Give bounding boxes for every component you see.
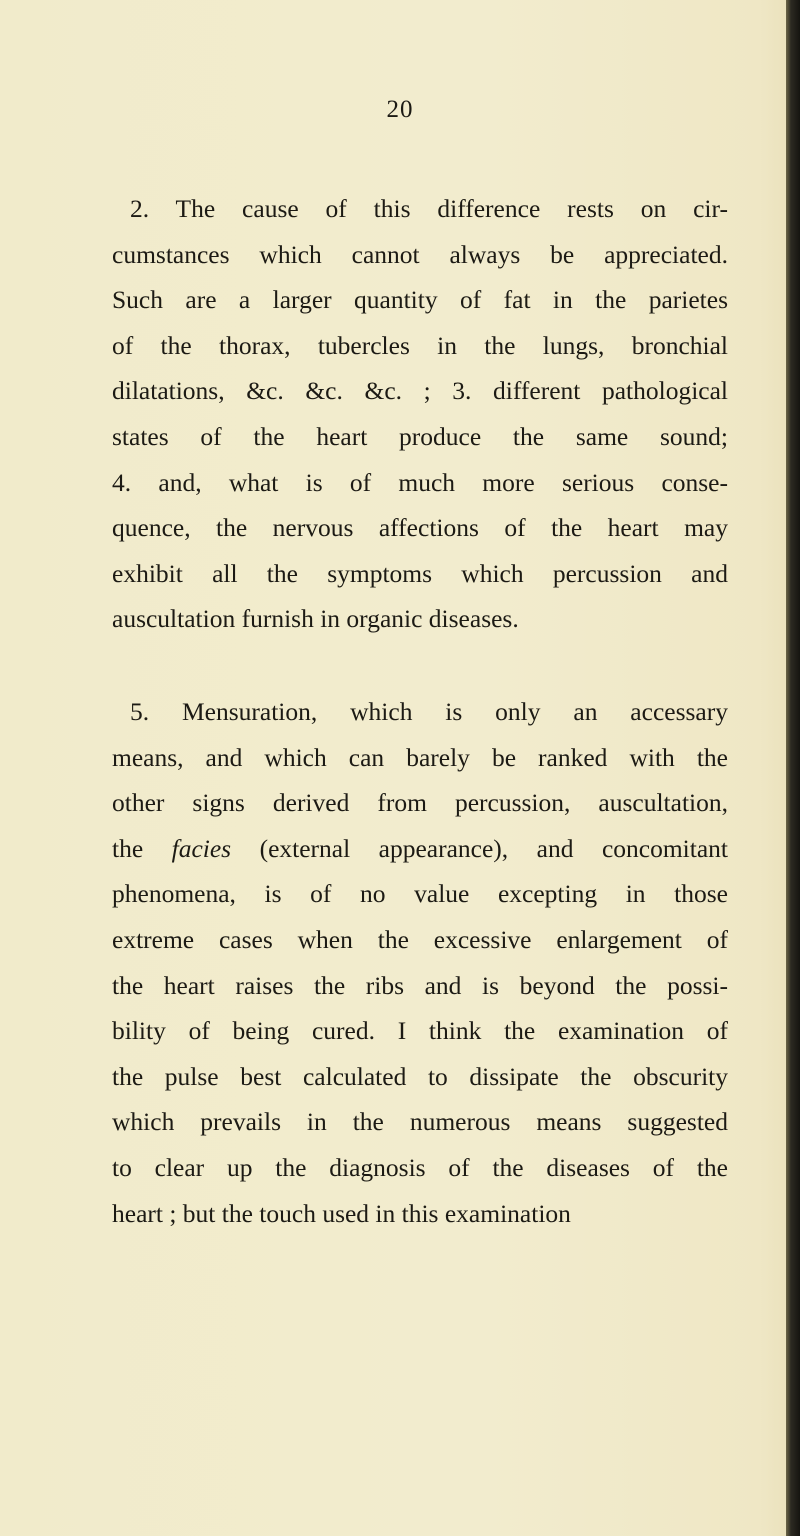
text-line: cumstances which cannot always be appreciated.	[112, 239, 728, 269]
text-line: other signs derived from percussion, auscultation,	[112, 788, 728, 818]
text-segment: (external appearance), and concomitant	[231, 833, 728, 863]
text-line: the pulse best calculated to dissipate the obscurity	[112, 1061, 728, 1091]
text-line: means, and which can barely be ranked with the	[112, 742, 728, 772]
italic-term-facies: facies	[171, 833, 232, 863]
text-line: auscultation furnish in organic diseases.	[112, 604, 519, 634]
text-line: exhibit all the symptoms which percussion and	[112, 558, 728, 588]
paragraph-1	[112, 186, 728, 642]
text-line: the heart raises the ribs and is beyond the possi-	[112, 970, 728, 1000]
text-line: Such are a larger quantity of fat in the parietes	[112, 285, 728, 315]
page-edge-shadow	[786, 0, 800, 1536]
text-segment: the	[112, 833, 172, 863]
text-line: quence, the nervous affections of the heart may	[112, 513, 728, 543]
text-line: 4. and, what is of much more serious conse-	[112, 467, 728, 497]
text-line: to clear up the diagnosis of the diseases of the	[112, 1152, 728, 1182]
text-line: dilatations, &c. &c. &c. ; 3. different pathological	[112, 376, 728, 406]
paragraph-2	[112, 689, 728, 1236]
text-line: bility of being cured. I think the examination of	[112, 1016, 728, 1046]
page-number: 20	[386, 96, 414, 123]
text-line: phenomena, is of no value excepting in those	[112, 879, 728, 909]
text-line: states of the heart produce the same sound;	[112, 421, 728, 451]
text-line: 5. Mensuration, which is only an accessary	[130, 697, 728, 726]
text-line-with-italic	[112, 826, 728, 872]
text-line: extreme cases when the excessive enlargement of	[112, 924, 728, 954]
text-line: which prevails in the numerous means suggested	[112, 1107, 728, 1137]
text-line: of the thorax, tubercles in the lungs, bronchial	[112, 330, 728, 360]
text-line: heart ; but the touch used in this examination	[112, 1198, 571, 1228]
text-line: 2. The cause of this difference rests on cir-	[130, 194, 728, 223]
